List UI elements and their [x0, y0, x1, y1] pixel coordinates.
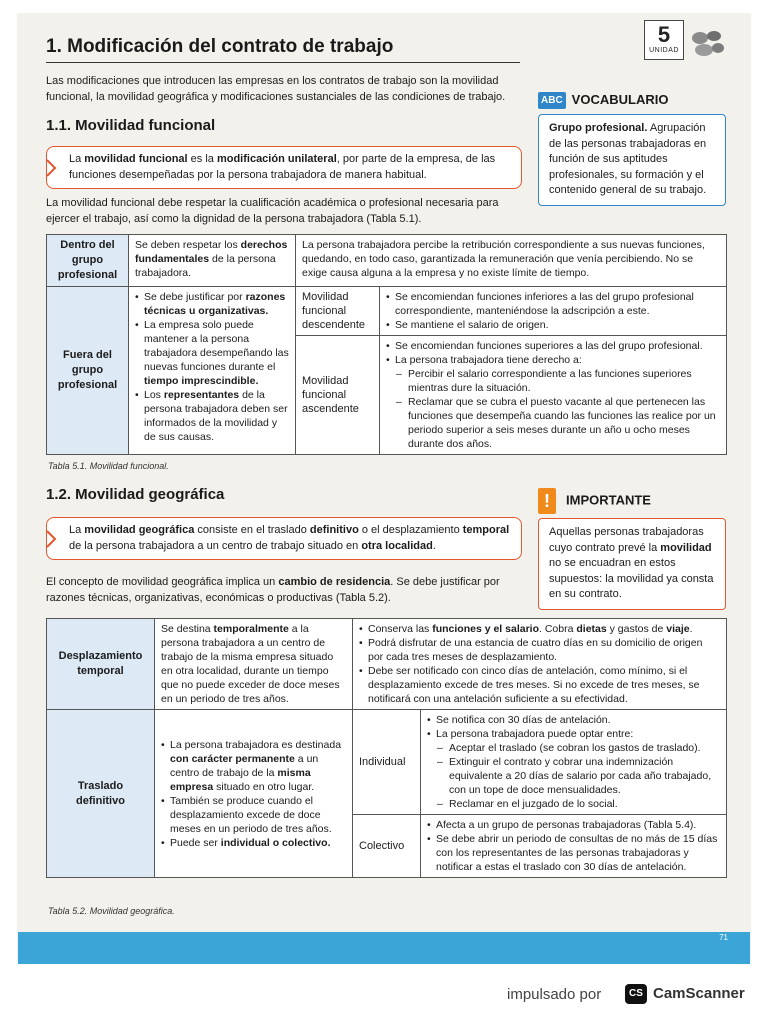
list-item: – Reclamar que se cubra el puesto vacante al que pertenecen las funciones que desempeña cuando las funciones las realice por un periodo superior a seis meses durante un año u ocho meses durante dos años. — [386, 395, 720, 451]
table-cell: Se deben respetar los derechos fundamentales de la persona trabajadora. — [129, 235, 296, 287]
subtype-label: Movilidad funcional ascendente — [296, 336, 380, 455]
list-item: • Se encomiendan funciones inferiores a las del grupo profesional correspondiente, manteniéndose la adscripción a este. — [386, 290, 720, 318]
bullet-list — [427, 713, 720, 741]
unit-label: UNIDAD — [649, 47, 679, 54]
definition-callout-geografica — [46, 517, 522, 560]
scanner-watermark — [0, 964, 768, 1024]
list-item: • Se mantiene el salario de origen. — [386, 318, 720, 332]
list-item: • También se produce cuando el desplazamiento excede de doce meses en un periodo de tres años. — [161, 794, 346, 836]
important-box — [538, 518, 726, 610]
book-page — [18, 14, 750, 964]
table-cell — [380, 287, 727, 336]
bullet-list — [427, 818, 720, 874]
definition-callout-funcional — [46, 146, 522, 189]
exclamation-icon: ! — [538, 488, 556, 514]
table-cell — [155, 710, 353, 878]
chevron-right-icon — [45, 530, 57, 548]
important-title: IMPORTANTE — [566, 492, 651, 508]
row-header: Dentro del grupo profesional — [47, 235, 129, 287]
chevron-right-icon — [45, 159, 57, 177]
list-item: • La persona trabajadora es destinada con carácter permanente a un centro de trabajo de la misma empresa situado en otro lugar. — [161, 738, 346, 794]
important-header — [538, 488, 651, 514]
intro-paragraph: Las modificaciones que introducen las empresas en los contratos de trabajo son la movilidad funcional, la movilidad geográfica y modificaciones sustanciales de las condiciones de trabajo. — [46, 75, 506, 103]
vocabulary-header — [538, 92, 668, 109]
list-item: • Se notifica con 30 días de antelación. — [427, 713, 720, 727]
dash-list — [427, 741, 720, 811]
subtype-label: Movilidad funcional descendente — [296, 287, 380, 336]
callout-text: La movilidad geográfica consiste en el traslado definitivo o el desplazamiento temporal de la persona trabajadora a un centro de trabajo situado en otra localidad. — [69, 524, 510, 552]
list-item: • La persona trabajadora tiene derecho a: — [386, 353, 720, 367]
list-item: – Percibir el salario correspondiente a las funciones superiores mientras dure la situación. — [386, 367, 720, 395]
table-row — [47, 710, 727, 815]
table-caption: Tabla 5.2. Movilidad geográfica. — [48, 906, 175, 916]
table-cell — [129, 287, 296, 455]
table-cell: Se destina temporalmente a la persona trabajadora a un centro de trabajo de la misma empresa situado en otra localidad, durante un tiempo que no puede exceder de doce meses en un periodo de tres años. — [155, 619, 353, 710]
bullet-list — [386, 290, 720, 332]
title-underline — [46, 62, 520, 63]
table-cell — [380, 336, 727, 455]
abc-icon: ABC — [538, 92, 566, 109]
table-row — [47, 235, 727, 287]
list-item: • La empresa solo puede mantener a la persona trabajadora desempeñando las nuevas funciones durante el tiempo imprescindible. — [135, 318, 289, 388]
section-heading-geografica: 1.2. Movilidad geográfica — [46, 486, 225, 503]
row-header: Traslado definitivo — [47, 710, 155, 878]
list-item: • Se debe justificar por razones técnicas u organizativas. — [135, 290, 289, 318]
list-item: • Afecta a un grupo de personas trabajadoras (Tabla 5.4). — [427, 818, 720, 832]
funcional-paragraph: La movilidad funcional debe respetar la cualificación académica o profesional necesaria para ejercer el trabajo, así como la dignidad de la persona trabajadora (Tabla 5.1). — [46, 197, 499, 225]
puzzle-pieces-icon — [690, 28, 726, 58]
vocabulary-title: VOCABULARIO — [571, 92, 669, 107]
table-cell — [421, 710, 727, 815]
scanner-brand: CamScanner — [653, 985, 745, 1002]
vocabulary-term: Grupo profesional. — [549, 122, 648, 134]
unit-badge — [644, 20, 736, 64]
bullet-list — [135, 290, 289, 444]
section-heading-funcional: 1.1. Movilidad funcional — [46, 117, 216, 134]
scanner-prefix: impulsado por — [507, 986, 602, 1003]
list-item: • Podrá disfrutar de una estancia de cuatro días en su domicilio de origen por cada tres meses de desplazamiento. — [359, 636, 720, 664]
table-movilidad-geografica — [46, 618, 727, 878]
table-row — [47, 287, 727, 336]
row-header: Fuera del grupo profesional — [47, 287, 129, 455]
list-item: – Reclamar en el juzgado de lo social. — [427, 797, 720, 811]
list-item: • Se encomiendan funciones superiores a las del grupo profesional. — [386, 339, 720, 353]
unit-number: 5 — [657, 22, 671, 47]
vocabulary-box — [538, 114, 726, 206]
table-cell — [421, 815, 727, 878]
bullet-list — [359, 622, 720, 706]
list-item: • Se debe abrir un periodo de consultas de no más de 15 días con los representantes de las personas trabajadoras y notificar a estas el traslado con 30 días de antelación. — [427, 832, 720, 874]
camscanner-logo-icon: CS — [625, 984, 647, 1004]
table-cell: La persona trabajadora percibe la retribución correspondiente a sus nuevas funciones, quedando, en todo caso, garantizada la remuneración que venía percibiendo. No se exige causa alguna a la empresa y no existe límite de tiempo. — [296, 235, 727, 287]
bullet-list — [161, 738, 346, 850]
list-item: – Extinguir el contrato y cobrar una indemnización equivalente a 20 días de salario por cada año trabajado, con un tope de doce mensualidades. — [427, 755, 720, 797]
list-item: – Aceptar el traslado (se cobran los gastos de traslado). — [427, 741, 720, 755]
list-item: • Los representantes de la persona trabajadora deben ser informados de la movilidad y de sus causas. — [135, 388, 289, 444]
list-item: • Puede ser individual o colectivo. — [161, 836, 346, 850]
page-number: 71 — [719, 933, 728, 942]
page-title: 1. Modificación del contrato de trabajo — [46, 36, 394, 57]
row-header: Desplazamiento temporal — [47, 619, 155, 710]
page-footer-band — [18, 932, 750, 964]
table-cell — [353, 619, 727, 710]
unit-frame — [644, 20, 684, 60]
subtype-label: Individual — [353, 710, 421, 815]
table-movilidad-funcional — [46, 234, 727, 455]
table-caption: Tabla 5.1. Movilidad funcional. — [48, 461, 169, 471]
geografica-paragraph: El concepto de movilidad geográfica implica un cambio de residencia. Se debe justificar por razones técnicas, organizativas, económicas o productivas (Tabla 5.2). — [46, 576, 500, 604]
list-item: • La persona trabajadora puede optar entre: — [427, 727, 720, 741]
callout-text: La movilidad funcional es la modificación unilateral, por parte de la empresa, de las funciones desempeñadas por la persona trabajadora de manera habitual. — [69, 153, 496, 181]
list-item: • Conserva las funciones y el salario. Cobra dietas y gastos de viaje. — [359, 622, 720, 636]
subtype-label: Colectivo — [353, 815, 421, 878]
bullet-list — [386, 339, 720, 367]
important-text: Aquellas personas trabajadoras cuyo contrato prevé la movilidad no se encuadran en estos supuestos: la movilidad ya consta en su contrato. — [549, 526, 714, 600]
dash-list — [386, 367, 720, 451]
vocabulary-definition: Agrupación de las personas trabajadoras en función de sus aptitudes profesionales, su formación y el contenido general de su trabajo. — [549, 122, 707, 196]
list-item: • Debe ser notificado con cinco días de antelación, como mínimo, si el desplazamiento excede de tres meses. Si no excede de tres meses, se notificará con una antelación suficiente a su efectividad. — [359, 664, 720, 706]
table-row — [47, 619, 727, 710]
